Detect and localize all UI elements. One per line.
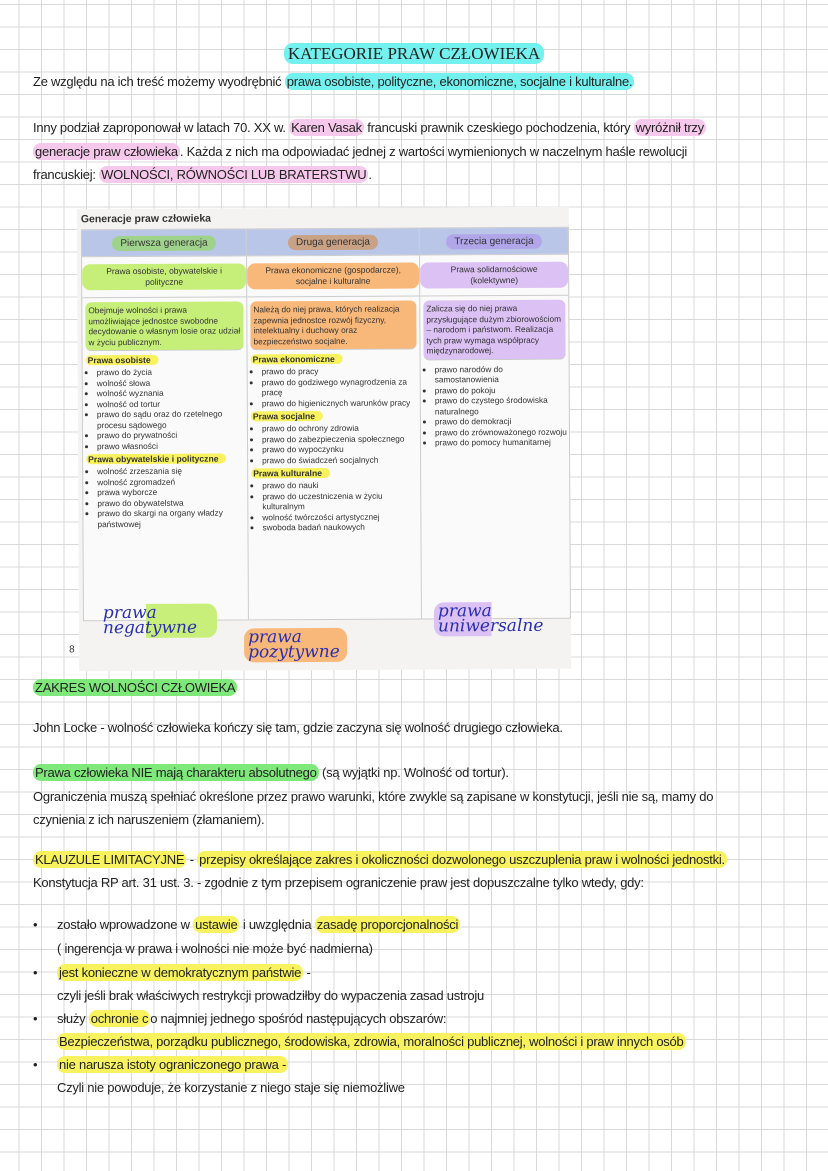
column-header	[82, 229, 246, 256]
paragraph-line	[33, 120, 706, 136]
rights-list-item: • prawo do pomocy humanitarnej	[435, 437, 569, 448]
text-segment: -	[303, 965, 311, 980]
list-item-detail	[57, 1034, 686, 1050]
highlighted-text: wyróżnił trzy	[635, 120, 704, 135]
section-title	[251, 354, 417, 366]
section-title-label: Prawa obywatelskie i polityczne	[86, 454, 226, 465]
column-subtitle	[82, 255, 246, 298]
page-title: KATEGORIE PRAW CZŁOWIEKA	[0, 44, 828, 64]
paragraph-line	[33, 765, 509, 781]
rights-list-item: • wolność wyznania	[97, 387, 247, 398]
list-item	[57, 917, 460, 933]
rights-list-item: • prawo do sądu oraz do rzetelnego procesu sądowego	[97, 408, 247, 430]
column-subtitle-label: Prawa osobiste, obywatelskie i polityczne	[82, 263, 246, 290]
text-segment: Inny podział zaproponował w latach 70. XX w.	[33, 120, 290, 135]
rights-list-item: • swoboda badań naukowych	[262, 521, 420, 532]
column-header-label: Trzecia generacja	[446, 233, 541, 248]
rights-list-item: • prawo do nauki	[262, 479, 420, 490]
column-subtitle-label: Prawa solidarnościowe (kolektywne)	[420, 262, 568, 289]
column-description: Należą do niej prawa, których realizacja zapewnia jednostce rozwój fizyczny, intelektualny i duchowy oraz bezpieczeństwo socjalne.	[250, 301, 416, 351]
rights-list	[252, 479, 420, 532]
rights-list-item: • prawo do czystego środowiska naturalnego	[435, 395, 569, 417]
rights-list-item: • prawo do uczestniczenia w życiu kulturalnym	[262, 490, 420, 512]
highlighted-text: ustawie	[195, 917, 238, 932]
rights-list-item: • prawo do ochrony zdrowia	[262, 422, 420, 433]
paragraph-line	[33, 167, 372, 183]
rights-list-item: • prawa wyborcze	[97, 486, 247, 497]
highlighted-text: ochronie c	[90, 1011, 149, 1026]
highlighted-text: Karen Vasak	[291, 120, 362, 135]
rights-list-item: • prawo własności	[97, 440, 247, 451]
rights-list	[425, 363, 569, 448]
textbook-photo	[69, 207, 571, 672]
handwritten-note-positive: prawa pozytywne	[244, 628, 347, 663]
paragraph-line	[33, 144, 687, 160]
page-number: 8	[69, 644, 75, 656]
paragraph-line	[33, 789, 713, 805]
highlighted-text: jest konieczne w demokratycznym państwie	[59, 965, 302, 980]
intro-line	[33, 74, 634, 90]
section-title	[86, 354, 244, 366]
rights-list-item: • prawo do świadczeń socjalnych	[262, 454, 420, 465]
rights-list-item: • prawo narodów do samostanowienia	[435, 363, 569, 385]
rights-list-item: • prawo do pokoju	[435, 384, 569, 395]
column-subtitle-label: Prawa ekonomiczne (gospodarcze), socjalne i kulturalne	[247, 262, 419, 289]
text-segment: (są wyjątki np. Wolność od tortur).	[318, 765, 509, 780]
text-segment: i uwzględnia	[239, 917, 315, 932]
column-description: Obejmuje wolności i prawa umożliwiające jednostce swobodne decydowanie o własnym losie oraz udział w życiu publicznym.	[85, 301, 243, 351]
highlighted-text: zasadę proporcjonalności	[316, 917, 459, 932]
text-segment: służy	[57, 1011, 89, 1026]
text-segment: francuski prawnik czeskiego pochodzenia, który	[363, 120, 634, 135]
bullet: •	[33, 1057, 38, 1072]
generations-table	[81, 227, 571, 622]
generation-column	[247, 228, 422, 619]
rights-list-item: • wolność zrzeszania się	[97, 465, 247, 476]
list-item-detail	[57, 1080, 405, 1096]
rights-list-item: • prawo do życia	[97, 366, 247, 377]
rights-list-item: • prawo do godziwego wynagrodzenia za pracę	[262, 376, 420, 398]
photo-caption: Generacje praw człowieka	[80, 212, 212, 226]
highlighted-text: generacje praw człowieka	[35, 144, 178, 159]
text-segment: .	[368, 167, 372, 182]
list-item-detail	[57, 988, 484, 1004]
highlighted-text: ZAKRES WOLNOŚCI CZŁOWIEKA	[35, 680, 236, 695]
list-item	[57, 1011, 446, 1027]
rights-list	[87, 366, 247, 451]
rights-list-item: • prawo do prywatności	[97, 429, 247, 440]
rights-list-item: • wolność zgromadzeń	[97, 476, 247, 487]
section-title	[251, 468, 417, 480]
text-segment: Czyli nie powoduje, że korzystanie z niego staje się niemożliwe	[57, 1080, 405, 1095]
highlighted-text: WOLNOŚCI, RÓWNOŚCI LUB BRATERSTWU	[101, 167, 367, 182]
section-title-label: Prawa ekonomiczne	[251, 354, 343, 364]
section-title	[86, 453, 244, 465]
text-segment: zostało wprowadzone w	[57, 917, 194, 932]
text-segment: czynienia z ich naruszeniem (złamaniem).	[33, 812, 265, 827]
column-header-label: Druga generacja	[288, 234, 378, 249]
rights-list-item: • wolność słowa	[97, 377, 247, 388]
highlighted-text: KLAUZULE LIMITACYJNE	[35, 852, 185, 867]
rights-list-item: • prawo do zrównoważonego rozwoju	[435, 426, 569, 437]
text-segment: John Locke - wolność człowieka kończy się tam, gdzie zaczyna się wolność drugiego człowieka.	[33, 720, 563, 735]
handwritten-note-universal: prawa uniwersalne	[434, 602, 562, 637]
text-segment: o najmniej jednego spośród następujących obszarów:	[150, 1011, 447, 1026]
rights-list-item: • prawo do wypoczynku	[262, 443, 420, 454]
highlighted-text: nie narusza istoty ograniczonego prawa -	[59, 1057, 287, 1072]
column-description: Zalicza się do niej prawa przysługujące dużym zbiorowościom – narodom i państwom. Realizacja tych praw wymaga współpracy międzynarodowej.	[423, 300, 565, 360]
rights-list-item: • prawo do skargi na organy władzy państwowej	[97, 507, 247, 529]
column-subtitle	[247, 254, 419, 297]
column-header	[420, 228, 568, 255]
rights-list-item: • prawo do pracy	[262, 365, 420, 376]
text-segment: Ze względu na ich treść możemy wyodrębnić	[33, 74, 285, 89]
rights-list-item: • wolność od tortur	[97, 398, 247, 409]
highlighted-text: prawa osobiste, polityczne, ekonomiczne, socjalne i kulturalne.	[286, 74, 633, 89]
column-header-label: Pierwsza generacja	[112, 235, 215, 251]
text-segment: ( ingerencja w prawa i wolności nie może być nadmierna)	[57, 941, 373, 956]
rights-list-item: • prawo do zabezpieczenia społecznego	[262, 433, 420, 444]
text-segment: czyli jeśli brak właściwych restrykcji prowadziłby do wypaczenia zasad ustroju	[57, 988, 484, 1003]
section-title-label: Prawa osobiste	[86, 355, 159, 365]
paragraph-line	[33, 875, 644, 891]
rights-list	[87, 465, 247, 529]
bullet: •	[33, 917, 38, 932]
bullet: •	[33, 965, 38, 980]
column-header	[247, 229, 419, 256]
rights-list	[252, 365, 420, 408]
rights-list-item: • prawo do obywatelstwa	[97, 497, 247, 508]
generation-column	[82, 229, 249, 620]
list-item	[57, 1057, 288, 1073]
section-heading	[33, 680, 237, 696]
text-segment: francuskiej:	[33, 167, 100, 182]
column-subtitle	[420, 254, 568, 297]
section-title-label: Prawa socjalne	[251, 411, 323, 421]
rights-list-item: • wolność twórczości artystycznej	[262, 511, 420, 522]
text-segment: Konstytucja RP art. 31 ust. 3. - zgodnie z tym przepisem ograniczenie praw jest dopuszczalne tylko wtedy, gdy:	[33, 875, 644, 890]
highlighted-text: Bezpieczeństwa, porządku publicznego, środowiska, zdrowia, moralności publicznej, wolności i praw innych osób	[59, 1034, 684, 1049]
paragraph-line	[33, 720, 563, 736]
section-title-label: Prawa kulturalne	[251, 468, 330, 478]
text-segment: . Każda z nich ma odpowiadać jednej z wartości wymienionych w naczelnym haśle rewolucji	[179, 144, 688, 159]
paragraph-line	[33, 852, 727, 868]
list-item-detail	[57, 941, 373, 957]
section-title	[251, 411, 417, 423]
rights-list-item: • prawo do demokracji	[435, 416, 569, 427]
generation-column	[420, 228, 570, 619]
bullet: •	[33, 1011, 38, 1026]
list-item	[57, 965, 311, 981]
rights-list	[252, 422, 420, 465]
rights-list-item: • prawo do higienicznych warunków pracy	[262, 397, 420, 408]
handwritten-note-negative: prawa negatywne	[99, 604, 217, 639]
highlighted-text: Prawa człowieka NIE mają charakteru absolutnego	[35, 765, 317, 780]
text-segment: -	[186, 852, 198, 867]
paragraph-line	[33, 812, 264, 828]
highlighted-text: przepisy określające zakres i okoliczności dozwolonego uszczuplenia praw i wolności jednostki.	[199, 852, 725, 867]
text-segment: Ograniczenia muszą spełniać określone przez prawo warunki, które zwykle są zapisane w konstytucji, jeśli nie są, mamy do	[33, 789, 714, 804]
